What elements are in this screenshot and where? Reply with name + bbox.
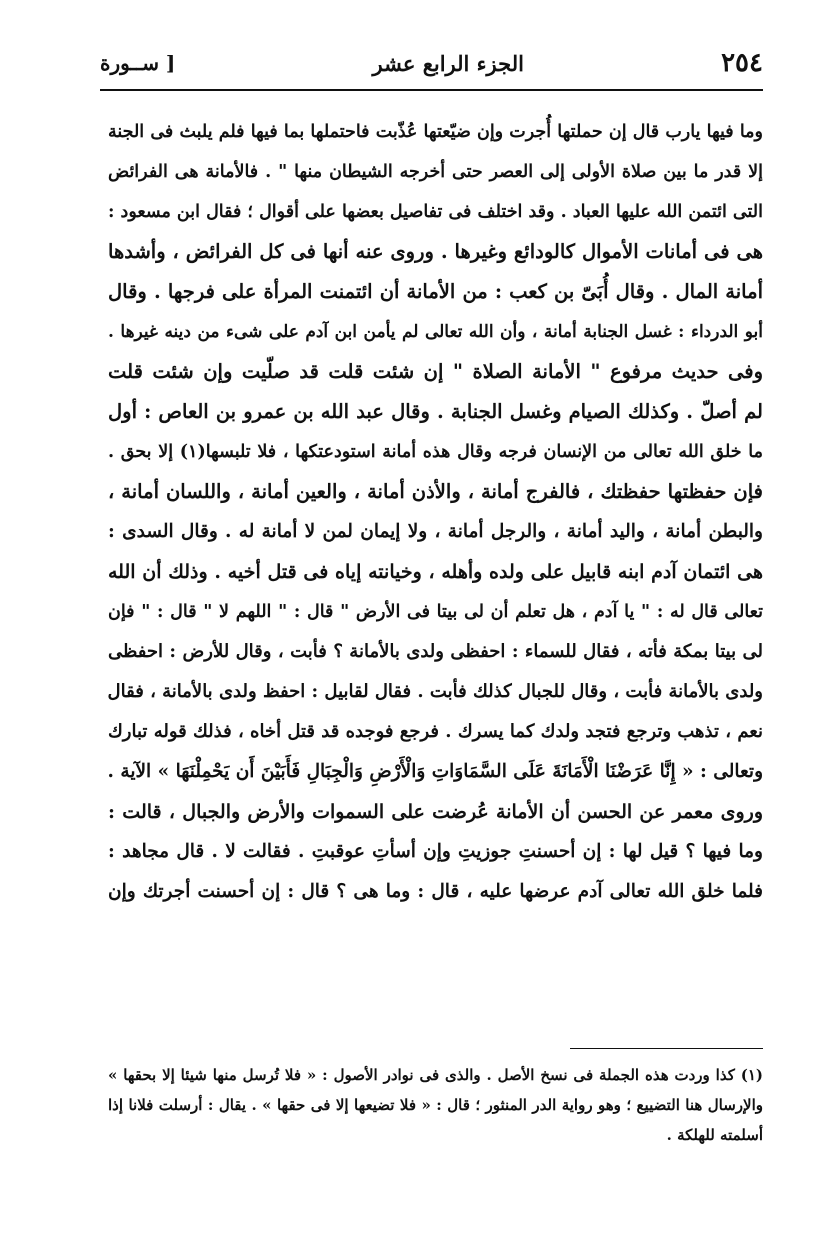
text-line: إلا قدر ما بين صلاة الأولى إلى العصر حتى أخرجه الشيطان منها " . فالأمانة هى الفرائض xyxy=(108,162,763,182)
text-line: أمانة المال . وقال أُبَىّ بن كعب : من الأمانة أن ائتمنت المرأة على فرجها . وقال xyxy=(108,280,763,303)
text-line: فإن حفظتها حفظتك ، فالفرج أمانة ، والأذن أمانة ، والعين أمانة ، واللسان أمانة ، xyxy=(108,480,763,503)
page-number: ٢٥٤ xyxy=(721,48,763,78)
quran-verse-line: وتعالى : « إِنَّا عَرَضْنَا الْأَمَانَةَ عَلَى السَّمَاوَاتِ وَالْأَرْضِ وَالْجِبَالِ فَأَبَيْنَ أَن يَحْمِلْنَهَا » الآية . xyxy=(108,761,763,782)
text-line: وما فيها يارب قال إن حملتها أُجرت وإن ضيّعتها عُذّبت فاحتملها بما فيها فلم يلبث فى الجنة xyxy=(108,122,763,142)
footnote-line: والإرسال هنا التضييع ؛ وهو رواية الدر المنثور ؛ قال : « فلا تضيعها إلا فى حقها » . يقال : أرسلت فلانا إذا xyxy=(108,1096,763,1114)
header-rule xyxy=(100,89,763,91)
text-line: ولدى بالأمانة فأبت ، وقال للجبال كذلك فأبت . فقال لقابيل : احفظ ولدى بالأمانة ، فقال xyxy=(108,681,763,702)
footnote-line: (١) كذا وردت هذه الجملة فى نسخ الأصل . والذى فى نوادر الأصول : « فلا تُرسل منها شيئا إلا بحقها » xyxy=(108,1066,763,1084)
text-line: هى ائتمان آدم ابنه قابيل على ولده وأهله ، وخيانته إياه فى قتل أخيه . وذلك أن الله xyxy=(108,561,763,583)
text-line: نعم ، تذهب وترجع فتجد ولدك كما يسرك . فرجع فوجده قد قتل أخاه ، فذلك قوله تبارك xyxy=(108,721,763,742)
text-line: هى فى أمانات الأموال كالودائع وغيرها . وروى عنه أنها فى كل الفرائض ، وأشدها xyxy=(108,240,763,263)
text-line: تعالى قال له : " يا آدم ، هل تعلم أن لى بيتا فى الأرض " قال : " اللهم لا " قال : " فإن xyxy=(108,602,763,622)
body-text xyxy=(108,112,763,912)
text-line: فلما خلق الله تعالى آدم عرضها عليه ، قال : وما هى ؟ قال : إن أحسنت أجرتك وإن xyxy=(108,881,763,902)
text-line: لى بيتا بمكة فأته ، فقال للسماء : احفظى ولدى بالأمانة ؟ فأبت ، وقال للأرض : احفظى xyxy=(108,641,763,662)
page-header xyxy=(100,38,763,88)
text-line: لم أصلّ . وكذلك الصيام وغسل الجنابة . وقال عبد الله بن عمرو بن العاص : أول xyxy=(108,400,763,423)
surah-label: [ ســورة xyxy=(100,51,176,75)
text-line: والبطن أمانة ، واليد أمانة ، والرجل أمانة ، ولا إيمان لمن لا أمانة له . وقال السدى : xyxy=(108,521,763,542)
text-line: التى ائتمن الله عليها العباد . وقد اختلف فى تفاصيل بعضها على أقوال ؛ فقال ابن مسعود : xyxy=(108,202,763,222)
footnote-rule xyxy=(570,1048,763,1049)
text-line: وروى معمر عن الحسن أن الأمانة عُرضت على السموات والأرض والجبال ، قالت : xyxy=(108,801,763,823)
footnote-line: أسلمته للهلكة . xyxy=(666,1126,763,1144)
text-line: وفى حديث مرفوع " الأمانة الصلاة " إن شئت قلت قد صلّيت وإن شئت قلت xyxy=(108,360,763,383)
text-line: وما فيها ؟ قيل لها : إن أحسنتِ جوزيتِ وإن أسأتِ عوقبتِ . فقالت لا . قال مجاهد : xyxy=(108,841,763,862)
footnotes xyxy=(108,1060,763,1150)
text-line: أبو الدرداء : غسل الجنابة أمانة ، وأن الله تعالى لم يأمن ابن آدم على شىء من دينه غيرها . xyxy=(108,322,763,342)
text-line: ما خلق الله تعالى من الإنسان فرجه وقال هذه أمانة استودعتكها ، فلا تلبسها(١) إلا بحق . xyxy=(108,442,763,462)
running-title: الجزء الرابع عشر xyxy=(372,50,524,76)
